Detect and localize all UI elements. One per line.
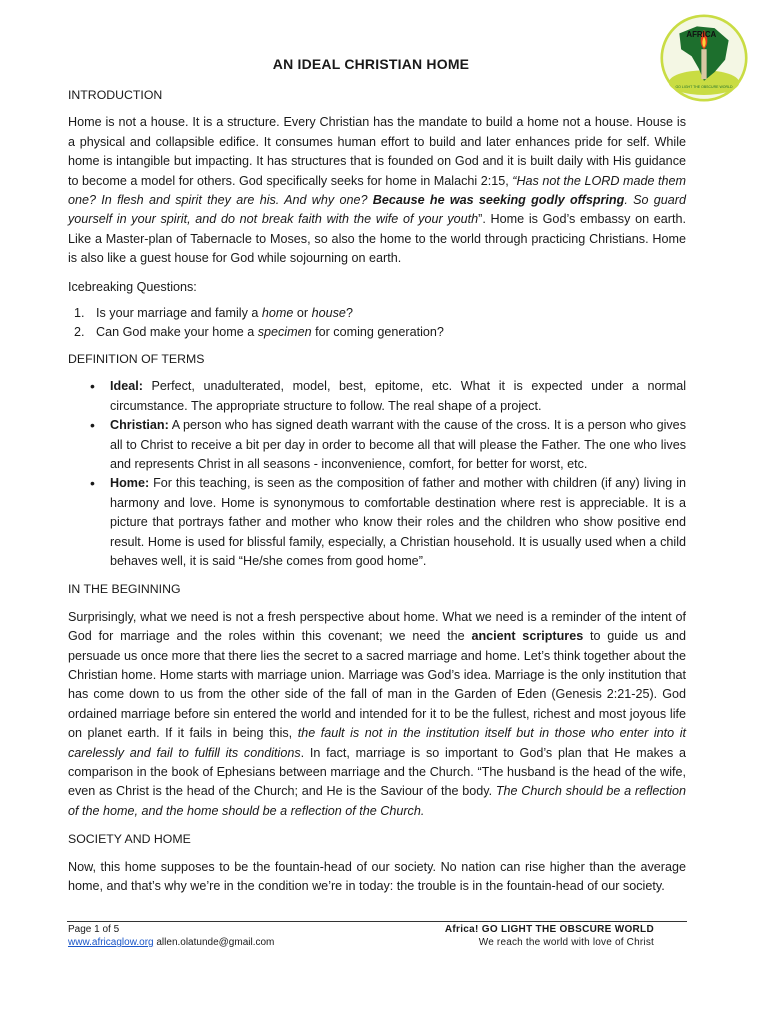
footer-contact [68, 937, 274, 949]
intro-paragraph: Home is not a house. It is a structure. Every Christian has the mandate to build a home not a house. House is a physical and collapsible edifice. It consumes human effort to build and later enhances pride for self. While home is intangible but impacting. It has structures that is founded on God and it is built daily with His guidance to become a model for others. God specifically seeks for home in Malachi 2:15, “Has not the LORD made them one? In flesh and spirit they are his. And why one? Because he was seeking godly offspring. So guard yourself in your spirit, and do not break faith with the wife of your youth”. Home is God’s embassy on earth. Like a Master-plan of Tabernacle to Moses, so also the home to the world through practicing Christians. Home is also like a guest house for God while sojourning on earth. [68, 115, 686, 266]
definition-christian: • Christian: A person who has signed death warrant with the cause of the cross. It is a person who gives all to Christ to receive a bit per day in order to become all that will please the Father. The one who lives and represents Christ in all seasons - inconvenience, comfort, for better for worst, etc. [110, 416, 686, 474]
footer-motto: Africa! GO LIGHT THE OBSCURE WORLD [444, 924, 654, 935]
society-paragraph: Now, this home supposes to be the fountain-head of our society. No nation can rise higher than the average home, and that’s why we’re in the condition we’re in today: the trouble is in the fountain-head of our society. [68, 859, 686, 894]
website-link[interactable]: www.africaglow.org [68, 937, 154, 948]
logo-tagline: GO LIGHT THE OBSCURE WORLD [675, 84, 733, 89]
page-number: Page 1 of 5 [68, 924, 120, 935]
icebreaking-questions [68, 304, 686, 343]
beginning-paragraph: Surprisingly, what we need is not a fresh perspective about home. What we need is a reminder of the intent of God for marriage and the roles within this covenant; we need the ancient scriptures to guide us and persuade us once more that there lies the secret to a sacred marriage and home. Let’s think together about the Christian home. Home starts with marriage union. Marriage was God’s idea. Marriage is the only institution that has come down to us from the other side of the fall of man in the Garden of Eden (Genesis 2:21-25). God ordained marriage before sin entered the world and intended for it to be the fullest, richest and most joyous life on planet earth. If it fails in being this, the fault is not in the institution itself but in those who enter into it carelessly and fail to fulfill its conditions. In fact, marriage is so important to God’s plan that He makes a comparison in the book of Ephesians between marriage and the Church. “The husband is the head of the wife, even as Christ is the head of the Church; and He is the Saviour of the body. The Church should be a reflection of the home, and the home should be a reflection of the Church. [68, 609, 686, 818]
section-heading-introduction: INTRODUCTION [68, 88, 163, 102]
definition-ideal: • Ideal: Perfect, unadulterated, model, best, epitome, etc. What it is expected under a normal circumstance. The appropriate structure to follow. The real shape of a project. [110, 377, 686, 416]
definition-home: • Home: For this teaching, is seen as the composition of father and mother with children (if any) living in harmony and love. Home is synonymous to comfortable destination where rest is appreciable. It is a picture that portrays father and mother who know their roles and the children who show positive end result. Home is used for blissful family, especially, a Christian household. It is usually used when a child behaves well, it is said “He/she comes from good home”. [110, 474, 686, 571]
document-title: AN IDEAL CHRISTIAN HOME [272, 56, 470, 72]
question-2: 2. Can God make your home a specimen for coming generation? [88, 323, 686, 342]
footer-slogan: We reach the world with love of Christ [478, 937, 654, 948]
section-heading-society: SOCIETY AND HOME [68, 832, 191, 847]
contact-email: allen.olatunde@gmail.com [153, 937, 275, 948]
footer-divider [67, 921, 687, 922]
icebreaking-heading: Icebreaking Questions: [68, 279, 197, 294]
question-1: 1. Is your marriage and family a home or house? [88, 304, 686, 323]
section-heading-beginning: IN THE BEGINNING [68, 582, 181, 597]
document-body [68, 86, 686, 905]
definitions-list [68, 377, 686, 571]
logo-brand-word: AFRICA [686, 29, 717, 39]
section-heading-definitions: DEFINITION OF TERMS [68, 351, 205, 366]
